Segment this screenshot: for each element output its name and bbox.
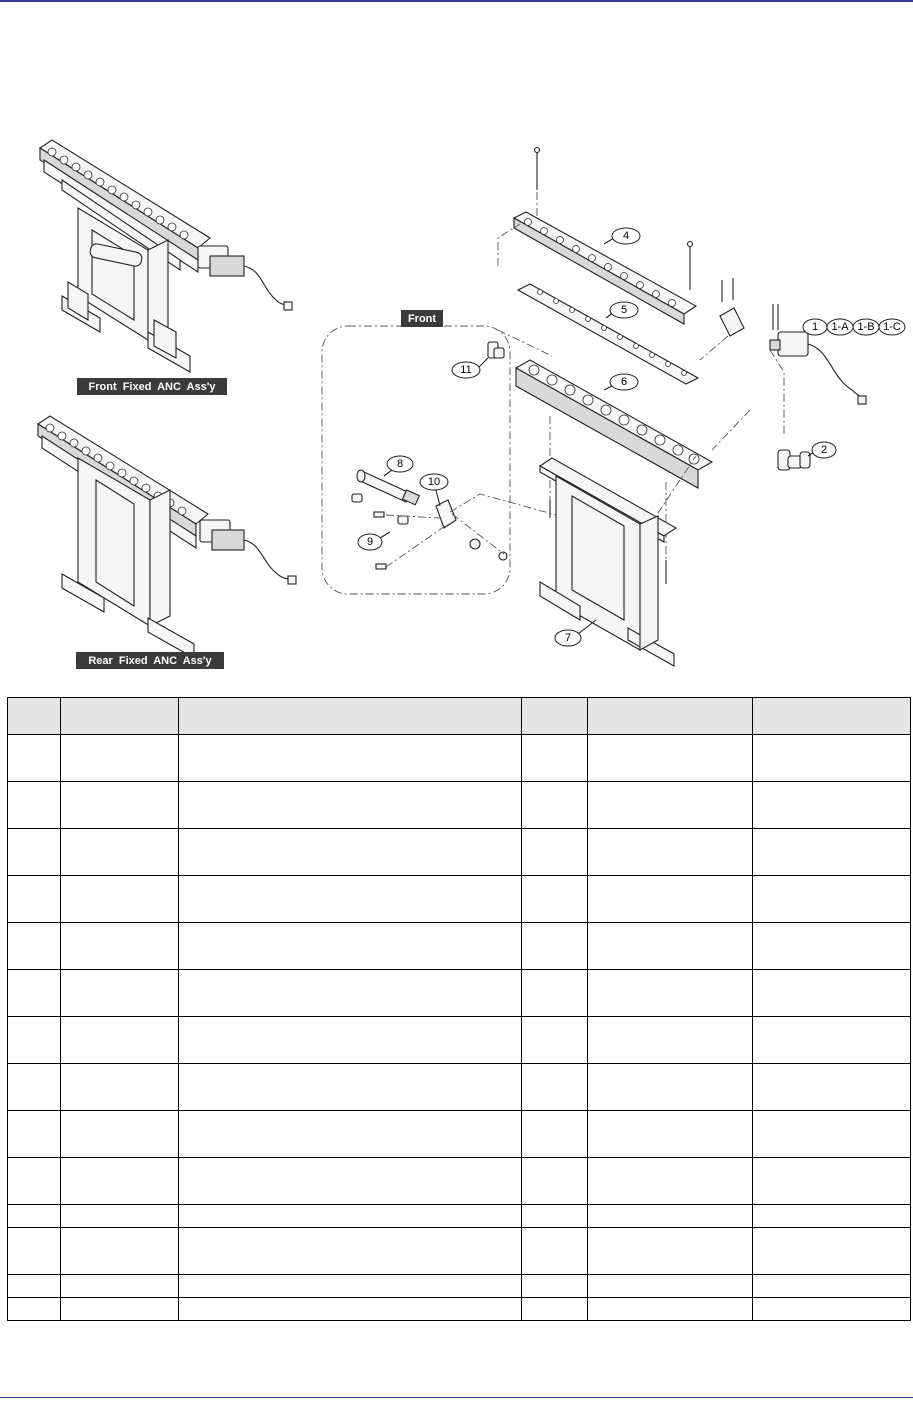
table-cell xyxy=(522,1017,588,1064)
svg-text:1: 1 xyxy=(811,321,819,333)
table-cell xyxy=(179,876,522,923)
svg-text:8: 8 xyxy=(396,458,404,470)
table-cell xyxy=(522,1228,588,1275)
table-header-row xyxy=(8,698,911,735)
table-cell xyxy=(61,1158,179,1205)
callout-4 xyxy=(604,228,640,244)
table-cell xyxy=(522,970,588,1017)
table-cell xyxy=(179,1064,522,1111)
table-cell xyxy=(753,1064,911,1111)
table-cell xyxy=(179,829,522,876)
table-cell xyxy=(61,1111,179,1158)
table-cell xyxy=(61,923,179,970)
callout-1-b xyxy=(853,319,879,335)
table-cell xyxy=(588,1158,753,1205)
svg-text:11: 11 xyxy=(460,364,472,376)
front-fixed-anc-label: Front Fixed ANC Ass'y xyxy=(88,381,216,393)
table-cell xyxy=(8,829,61,876)
table-cell xyxy=(753,1228,911,1275)
svg-text:1-B: 1-B xyxy=(857,321,875,333)
table-row xyxy=(8,1228,911,1275)
svg-text:5: 5 xyxy=(620,304,628,316)
table-cell xyxy=(753,735,911,782)
table-cell xyxy=(61,876,179,923)
column-header xyxy=(588,698,753,735)
rear-fixed-anc-label: Rear Fixed ANC Ass'y xyxy=(88,655,212,667)
table-cell xyxy=(588,923,753,970)
table-cell xyxy=(61,1064,179,1111)
table-cell xyxy=(522,1205,588,1228)
column-header xyxy=(522,698,588,735)
column-header xyxy=(8,698,61,735)
table-cell xyxy=(522,1158,588,1205)
table-cell xyxy=(61,1205,179,1228)
table-cell xyxy=(753,970,911,1017)
svg-text:6: 6 xyxy=(620,376,628,388)
svg-text:7: 7 xyxy=(564,632,572,644)
table-cell xyxy=(8,1064,61,1111)
table-cell xyxy=(753,1111,911,1158)
table-cell xyxy=(8,923,61,970)
column-header xyxy=(753,698,911,735)
table-cell xyxy=(61,1017,179,1064)
table-row xyxy=(8,1275,911,1298)
table-cell xyxy=(588,1111,753,1158)
table-row xyxy=(8,1064,911,1111)
table-cell xyxy=(179,970,522,1017)
callout-1-c xyxy=(879,319,905,335)
table-cell xyxy=(753,782,911,829)
table-cell xyxy=(588,1064,753,1111)
table-cell xyxy=(8,970,61,1017)
callout-7 xyxy=(555,620,596,646)
callout-8 xyxy=(384,456,413,476)
table-cell xyxy=(522,1275,588,1298)
table-cell xyxy=(588,782,753,829)
table-cell xyxy=(588,876,753,923)
table-cell xyxy=(753,876,911,923)
table-cell xyxy=(522,782,588,829)
washer-icon xyxy=(470,539,480,549)
table-cell xyxy=(179,1111,522,1158)
table-cell xyxy=(588,735,753,782)
table-cell xyxy=(588,970,753,1017)
front-fixed-anc-assembly xyxy=(40,140,292,372)
mount-block xyxy=(720,308,744,336)
table-cell xyxy=(522,1111,588,1158)
screw-icon xyxy=(374,512,384,517)
table-cell xyxy=(8,1017,61,1064)
table-cell xyxy=(753,829,911,876)
table-cell xyxy=(61,1228,179,1275)
table-cell xyxy=(8,876,61,923)
callout-2 xyxy=(808,442,836,458)
table-row xyxy=(8,923,911,970)
table-cell xyxy=(753,1205,911,1228)
table-cell xyxy=(61,970,179,1017)
table-cell xyxy=(8,1275,61,1298)
table-cell xyxy=(179,782,522,829)
svg-text:1-C: 1-C xyxy=(883,321,901,333)
table-cell xyxy=(179,923,522,970)
table-cell xyxy=(8,1111,61,1158)
column-header xyxy=(61,698,179,735)
table-cell xyxy=(588,829,753,876)
table-cell xyxy=(179,1017,522,1064)
table-row xyxy=(8,1205,911,1228)
part-11-fitting xyxy=(488,342,504,358)
svg-text:1-A: 1-A xyxy=(831,321,849,333)
table-cell xyxy=(8,1228,61,1275)
table-cell xyxy=(588,1298,753,1321)
table-cell xyxy=(522,829,588,876)
table-cell xyxy=(179,1158,522,1205)
table-cell xyxy=(61,1275,179,1298)
table-cell xyxy=(588,1205,753,1228)
table-row xyxy=(8,1017,911,1064)
callout-1 xyxy=(803,319,827,335)
parts-list-table xyxy=(7,697,911,1321)
table-cell xyxy=(61,735,179,782)
table-row xyxy=(8,970,911,1017)
table-row xyxy=(8,876,911,923)
table-cell xyxy=(8,1158,61,1205)
table-cell xyxy=(522,1298,588,1321)
column-header xyxy=(179,698,522,735)
table-cell xyxy=(8,782,61,829)
callout-11 xyxy=(452,358,488,378)
table-cell xyxy=(588,1228,753,1275)
table-row xyxy=(8,1158,911,1205)
part-4-rail xyxy=(514,212,696,324)
parts-diagram xyxy=(0,120,913,680)
exploded-parts-figure xyxy=(0,120,913,680)
table-cell xyxy=(753,1017,911,1064)
part-1-valve xyxy=(770,332,866,404)
table-row xyxy=(8,782,911,829)
table-cell xyxy=(179,1298,522,1321)
table-row xyxy=(8,1111,911,1158)
screw-icon xyxy=(376,564,386,569)
bottom-rule xyxy=(0,1397,913,1398)
table-row xyxy=(8,1298,911,1321)
table-row xyxy=(8,829,911,876)
table-row xyxy=(8,735,911,782)
table-cell xyxy=(753,1275,911,1298)
table-cell xyxy=(753,1298,911,1321)
table-cell xyxy=(61,829,179,876)
table-cell xyxy=(522,735,588,782)
callout-10 xyxy=(420,474,448,506)
table-cell xyxy=(522,876,588,923)
part-2-fitting xyxy=(778,450,810,470)
table-cell xyxy=(61,782,179,829)
table-cell xyxy=(179,1205,522,1228)
table-cell xyxy=(8,1298,61,1321)
front-detail-frame xyxy=(322,326,510,594)
table-cell xyxy=(179,1275,522,1298)
callout-9 xyxy=(358,532,390,550)
table-cell xyxy=(588,1017,753,1064)
table-cell xyxy=(61,1298,179,1321)
rear-fixed-anc-assembly xyxy=(38,416,296,658)
svg-text:4: 4 xyxy=(622,230,630,242)
table-cell xyxy=(179,1228,522,1275)
callout-1-a xyxy=(827,319,853,335)
table-cell xyxy=(8,1205,61,1228)
table-cell xyxy=(753,1158,911,1205)
table-cell xyxy=(522,1064,588,1111)
svg-text:2: 2 xyxy=(820,444,828,456)
table-cell xyxy=(8,735,61,782)
callout-5 xyxy=(606,302,638,318)
table-cell xyxy=(588,1275,753,1298)
top-rule xyxy=(0,0,913,2)
table-cell xyxy=(522,923,588,970)
front-view-label: Front xyxy=(407,313,437,325)
callout-6 xyxy=(604,374,638,390)
table-cell xyxy=(753,923,911,970)
table-cell xyxy=(179,735,522,782)
svg-text:10: 10 xyxy=(427,476,441,488)
svg-text:9: 9 xyxy=(366,536,374,548)
